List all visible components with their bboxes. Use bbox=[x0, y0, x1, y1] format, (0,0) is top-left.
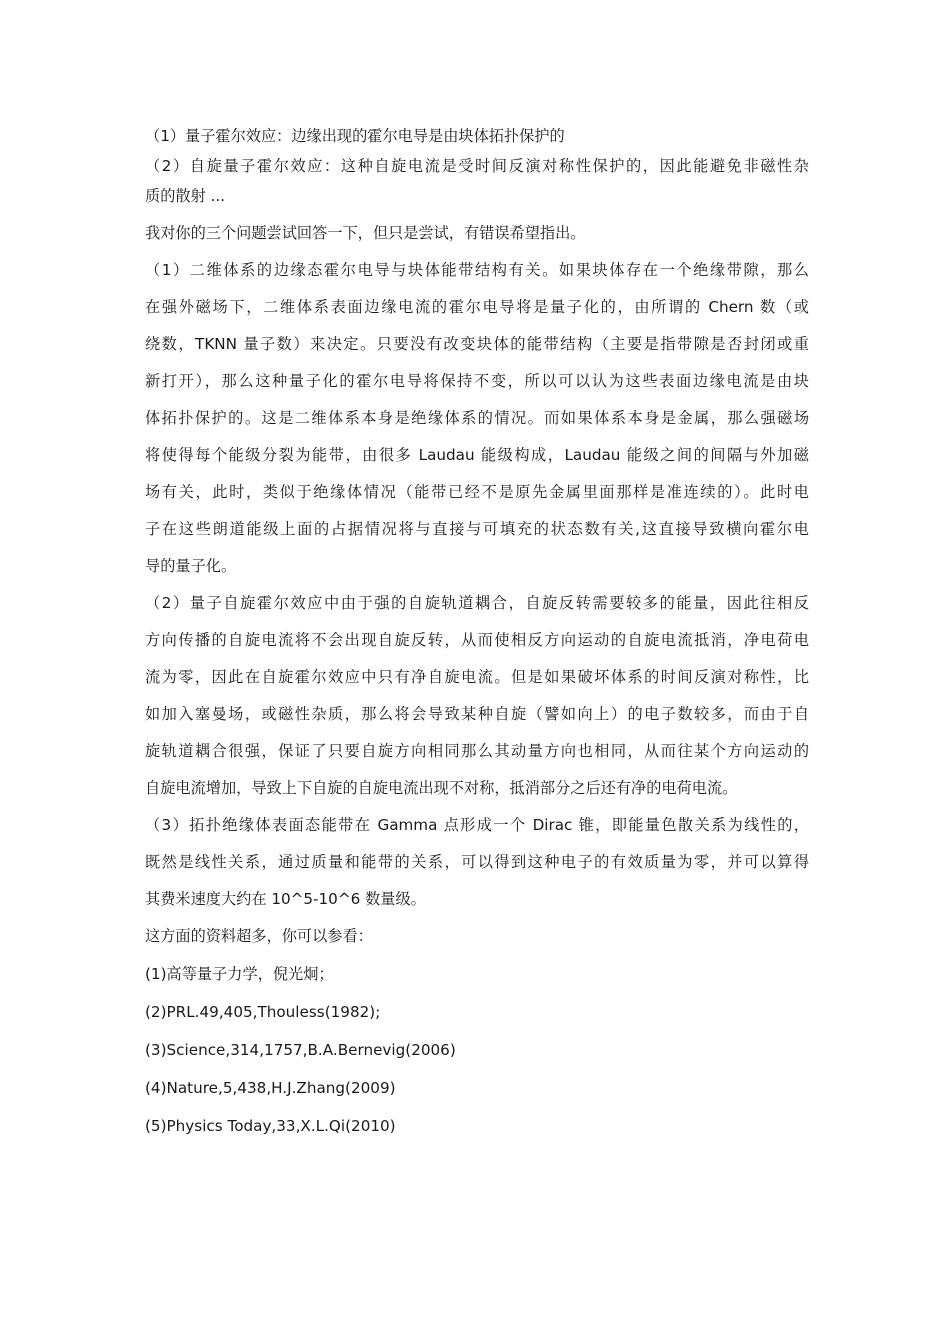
paragraph-qhe-summary bbox=[145, 121, 809, 151]
document-body bbox=[145, 121, 809, 1145]
text-line: 体拓扑保护的。这是二维体系本身是绝缘体系的情况。而如果体系本身是金属，那么强磁场 bbox=[145, 409, 809, 427]
reference-item: (3)Science,314,1757,B.A.Bernevig(2006) bbox=[145, 1041, 456, 1059]
text-line: （2）自旋量子霍尔效应：这种自旋电流是受时间反演对称性保护的，因此能避免非磁性杂 bbox=[145, 157, 809, 175]
reference-item: (1)高等量子力学，倪光炯； bbox=[145, 965, 334, 983]
reference-item: (4)Nature,5,438,H.J.Zhang(2009) bbox=[145, 1079, 396, 1097]
text-line: 新打开），那么这种量子化的霍尔电导将保持不变，所以可以认为这些表面边缘电流是由块 bbox=[145, 372, 809, 390]
text-line: （1）量子霍尔效应：边缘出现的霍尔电导是由块体拓扑保护的 bbox=[145, 127, 565, 145]
reference-item: (2)PRL.49,405,Thouless(1982); bbox=[145, 1003, 381, 1021]
paragraph-answer-3 bbox=[145, 807, 809, 918]
paragraph-intro bbox=[145, 215, 809, 252]
paragraph-qshe-summary bbox=[145, 151, 809, 211]
text-line: 在强外磁场下，二维体系表面边缘电流的霍尔电导将是量子化的，由所谓的 Chern 数（或 bbox=[145, 298, 809, 316]
text-line: （2）量子自旋霍尔效应中由于强的自旋轨道耦合，自旋反转需要较多的能量，因此往相反 bbox=[145, 594, 809, 612]
text-line: 自旋电流增加，导致上下自旋的自旋电流出现不对称，抵消部分之后还有净的电荷电流。 bbox=[145, 779, 738, 797]
text-line: 我对你的三个问题尝试回答一下，但只是尝试，有错误希望指出。 bbox=[145, 224, 586, 242]
text-line: 场有关，此时，类似于绝缘体情况（能带已经不是原先金属里面那样是准连续的）。此时电 bbox=[145, 483, 809, 501]
paragraph-answer-2 bbox=[145, 585, 809, 807]
text-line: 这方面的资料超多，你可以参看： bbox=[145, 927, 373, 945]
text-line: 子在这些朗道能级上面的占据情况将与直接与可填充的状态数有关,这直接导致横向霍尔电 bbox=[145, 520, 809, 538]
paragraph-references-intro bbox=[145, 918, 809, 955]
text-line: 旋轨道耦合很强，保证了只要自旋方向相同那么其动量方向也相同，从而往某个方向运动的 bbox=[145, 742, 809, 760]
text-line: 质的散射 ... bbox=[145, 187, 226, 205]
text-line: 导的量子化。 bbox=[145, 557, 237, 575]
text-line: （3）拓扑绝缘体表面态能带在 Gamma 点形成一个 Dirac 锥，即能量色散关系为线性的， bbox=[145, 816, 809, 834]
text-line: 方向传播的自旋电流将不会出现自旋反转，从而使相反方向运动的自旋电流抵消，净电荷电 bbox=[145, 631, 809, 649]
text-line: 其费米速度大约在 10^5-10^6 数量级。 bbox=[145, 890, 426, 908]
text-line: 将使得每个能级分裂为能带，由很多 Laudau 能级构成，Laudau 能级之间的间隔与外加磁 bbox=[145, 446, 809, 464]
reference-list bbox=[145, 955, 809, 1145]
paragraph-answer-1 bbox=[145, 252, 809, 585]
text-line: 流为零，因此在自旋霍尔效应中只有净自旋电流。但是如果破坏体系的时间反演对称性，比 bbox=[145, 668, 809, 686]
text-line: 绕数，TKNN 量子数）来决定。只要没有改变块体的能带结构（主要是指带隙是否封闭或重 bbox=[145, 335, 809, 353]
reference-item: (5)Physics Today,33,X.L.Qi(2010) bbox=[145, 1117, 396, 1135]
text-line: 既然是线性关系，通过质量和能带的关系，可以得到这种电子的有效质量为零，并可以算得 bbox=[145, 853, 809, 871]
text-line: 如加入塞曼场，或磁性杂质，那么将会导致某种自旋（譬如向上）的电子数较多，而由于自 bbox=[145, 705, 809, 723]
text-line: （1）二维体系的边缘态霍尔电导与块体能带结构有关。如果块体存在一个绝缘带隙，那么 bbox=[145, 261, 809, 279]
